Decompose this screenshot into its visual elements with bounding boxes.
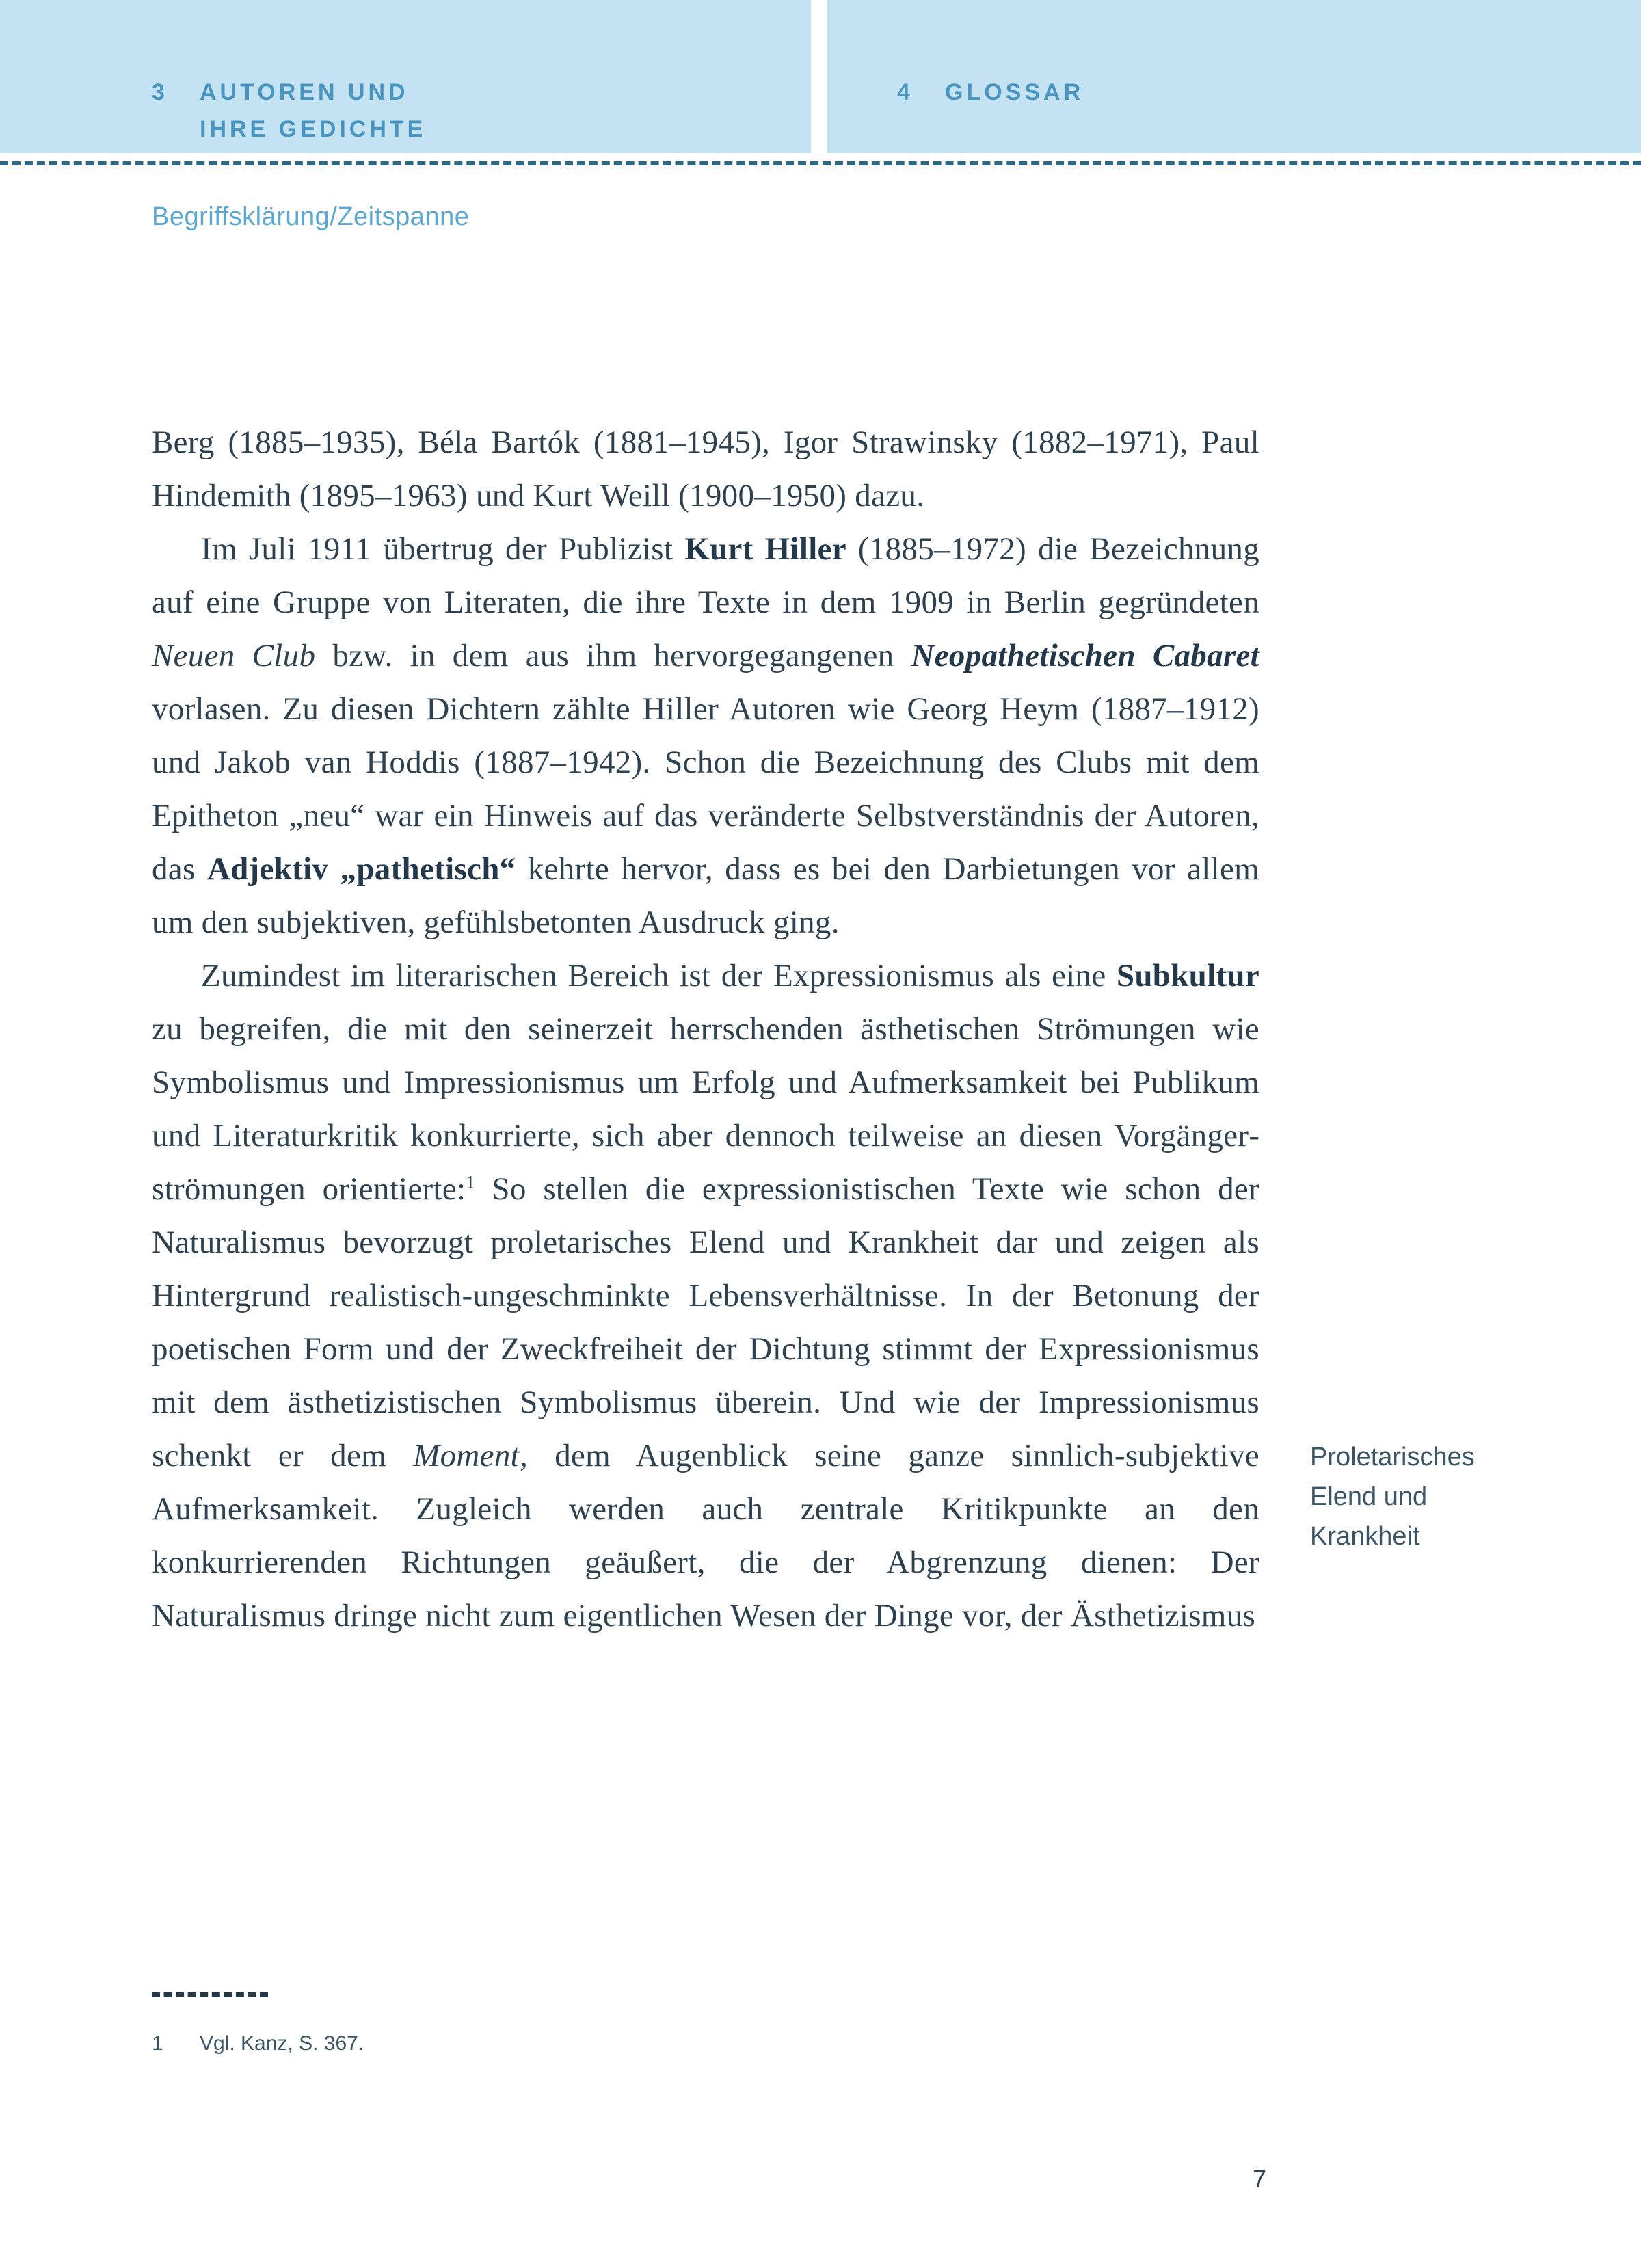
text-run: kehrte hervor, dass es bei den Darbietungen vor allem um den subjektiven, gefühlsbetonten Ausdruck ging. (152, 851, 1259, 940)
text-run: bzw. in dem aus ihm hervorgegangenen (315, 638, 911, 673)
italic-moment: Moment (413, 1438, 520, 1473)
nav-item-autoren[interactable] (152, 74, 521, 149)
footnote-number: 1 (152, 2032, 163, 2055)
italic-neuen-club: Neuen Club (152, 638, 316, 673)
text-run: , dem Augenblick seine ganze sinnlich-subjektive Aufmerksamkeit. Zugleich werden auch zentrale Kritikpunkte an den konkurrierenden Richtungen geäußert, die der Abgrenzung dienen: Der Naturalismus dringe nicht zum eigentlichen Wesen der Dinge vor, der Ästhetizismus (152, 1438, 1259, 1633)
header-divider (811, 0, 827, 153)
section-label: Begriffsklärung/Zeitspanne (152, 202, 470, 231)
nav-number: 3 (152, 79, 168, 105)
margin-note: Proletarisches Elend und Krankheit (1310, 1443, 1475, 1551)
header-bar (0, 0, 1641, 153)
nav-label: GLOSSAR (945, 79, 1084, 105)
page-number: 7 (1252, 2165, 1266, 2193)
footnote-marker[interactable]: 1 (466, 1172, 475, 1192)
footnote (152, 2032, 364, 2055)
header-dashed-rule (0, 161, 1641, 165)
text-run: zu begreifen, die mit den seinerzeit herrschenden ästhetischen Strömungen wie Symbolismus und Impressionismus um Erfolg und Aufmerksamkeit bei Publikum und Literaturkritik konkurrierte, sich aber dennoch teilweise an diesen Vorgängerströmungen orientierte: (152, 1011, 1259, 1207)
footnote-rule (152, 1992, 268, 1997)
nav-item-glossar[interactable] (897, 74, 1171, 115)
text-run: Im Juli 1911 übertrug der Publizist (201, 531, 685, 567)
keyword-subkultur: Subkultur (1116, 958, 1259, 993)
paragraph (152, 416, 1259, 522)
text-run: So stellen die expressionistischen Texte wie schon der Naturalismus bevorzugt proletarisches Elend und Krankheit dar und zeigen als Hintergrund realistisch-ungeschminkte Lebensverhältnisse. In der Betonung der poetischen Form und der Zweckfreiheit der Dichtung stimmt der Expressionismus mit dem ästhetizistischen Symbolismus überein. Und wie der Impressionismus schenkt er dem (152, 1171, 1259, 1473)
text-run: Zumindest im literarischen Bereich ist der Expressionismus als eine (201, 958, 1117, 993)
body-text (152, 416, 1259, 1642)
keyword-kurt-hiller: Kurt Hiller (684, 531, 846, 567)
nav-number: 4 (897, 79, 913, 105)
footnote-text: Vgl. Kanz, S. 367. (200, 2032, 364, 2055)
paragraph (152, 949, 1259, 1642)
keyword-neopathetisches-cabaret: Neopathetischen Cabaret (911, 638, 1259, 673)
text-run: (1885–1972) die Bezeichnung auf eine Gruppe von Literaten, die ihre Texte in dem 1909 in Berlin gegründeten (152, 531, 1259, 620)
keyword-adjektiv-pathetisch: Adjektiv „pathetisch“ (206, 851, 516, 887)
text-run: vorlasen. Zu diesen Dichtern zählte Hiller Autoren wie Georg Heym (1887–1912) und Jakob van Hoddis (1887–1942). Schon die Bezeichnung des Clubs mit dem Epitheton „neu“ war ein Hinweis auf das veränderte Selbstverständnis der Autoren, das (152, 691, 1259, 887)
text-run: Berg (1885–1935), Béla Bartók (1881–1945), Igor Strawinsky (1882–1971), Paul Hindemith (1895–1963) und Kurt Weill (1900–1950) dazu. (152, 425, 1259, 513)
paragraph (152, 522, 1259, 949)
nav-label: AUTOREN UND IHRE GEDICHTE (200, 79, 427, 142)
